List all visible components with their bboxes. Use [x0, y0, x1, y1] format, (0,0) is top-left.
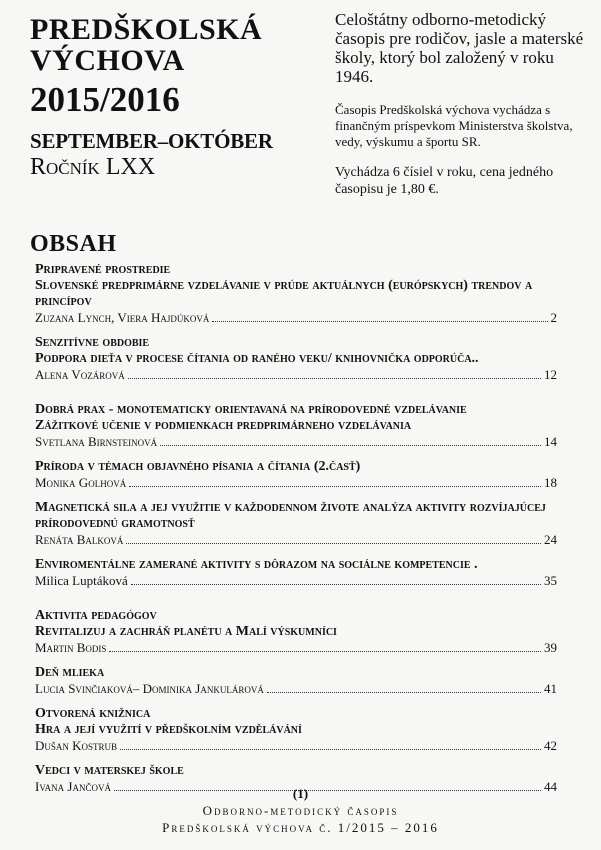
page-number: 24	[544, 532, 557, 547]
author-line	[35, 532, 557, 548]
toc-entry	[35, 402, 557, 450]
page-number: 35	[544, 573, 557, 588]
toc-entry	[35, 459, 557, 491]
article-author: Zuzana Lynch, Viera Hajdúková	[35, 310, 210, 325]
page-number: 39	[544, 640, 557, 655]
page-number: 18	[544, 475, 557, 490]
page-number: 14	[544, 434, 557, 449]
article-title: Podpora dieťa v procese čítania od raného veku/ knihovnička odporúča..	[35, 351, 479, 366]
toc-entry	[35, 608, 557, 656]
section-title: Aktivita pedagógov	[35, 608, 157, 623]
contents-heading: OBSAH	[30, 231, 117, 257]
dot-leader	[131, 584, 541, 585]
volume-year: 2015/2016	[30, 80, 180, 119]
table-of-contents	[35, 262, 557, 804]
footer-line-2: Predškolská výchova č. 1/2015 – 2016	[162, 820, 439, 835]
dot-leader	[126, 543, 541, 544]
magazine-title-line1: PREDŠKOLSKÁ	[30, 13, 263, 46]
author-line	[35, 310, 557, 326]
author-line	[35, 681, 557, 697]
article-author: Dušan Kostrub	[35, 738, 118, 753]
article-author: Milica Luptáková	[35, 573, 128, 588]
issue-months: SEPTEMBER–OKTÓBER	[30, 129, 273, 153]
article-title: Vedci v materskej škole	[35, 763, 184, 778]
toc-entry	[35, 665, 557, 697]
toc-entry	[35, 262, 557, 326]
article-author: Svetlana Birnsteinová	[35, 434, 158, 449]
page-number: 41	[544, 681, 557, 696]
section-title: Pripravené prostredie	[35, 262, 171, 277]
page-number: 2	[550, 310, 557, 325]
section-title: Dobrá prax - monotematicky orientavaná na prírodovedné vzdelávanie	[35, 402, 467, 417]
magazine-info	[335, 10, 585, 198]
author-line	[35, 475, 557, 491]
author-line	[35, 573, 557, 589]
footer-page-number: (1)	[292, 786, 309, 801]
article-author: Martin Bodis	[35, 640, 107, 655]
article-title: Revitalizuj a zachráň planétu a Malí výskumníci	[35, 624, 337, 639]
section-title: Otvorená knižnica	[35, 706, 151, 721]
section-title: Senzitívne obdobie	[35, 335, 150, 350]
article-author: Renáta Balková	[35, 532, 124, 547]
article-title: Magnetická sila a jej využitie v každodennom živote analýza aktivity rozvíjajúcej prírodovednú gramotnosť	[35, 500, 546, 531]
page-footer	[0, 786, 601, 836]
toc-entry	[35, 500, 557, 548]
dot-leader	[212, 321, 547, 322]
dot-leader	[109, 651, 541, 652]
masthead	[30, 14, 320, 180]
dot-leader	[129, 486, 541, 487]
toc-entry	[35, 335, 557, 383]
article-title: Slovenské predprimárne vzdelávanie v prúde aktuálnych (európskych) trendov a princípov	[35, 278, 533, 309]
article-author: Alena Vozárová	[35, 367, 125, 382]
article-author: Monika Golhová	[35, 475, 127, 490]
toc-entry	[35, 557, 557, 589]
footer-line-1: Odborno-metodický časopis	[202, 803, 399, 818]
page-number: 12	[544, 367, 557, 382]
dot-leader	[160, 445, 541, 446]
article-title: Enviromentálne zamerané aktivity s dôrazom na sociálne kompetencie .	[35, 557, 478, 572]
author-line	[35, 367, 557, 383]
dot-leader	[120, 749, 541, 750]
article-author: Ivana Jančová	[35, 779, 111, 794]
author-line	[35, 434, 557, 450]
about-text: Celoštátny odborno-metodický časopis pre rodičov, jasle a materské školy, ktorý bol založený v roku 1946.	[335, 10, 584, 86]
page-number: 42	[544, 738, 557, 753]
author-line	[35, 738, 557, 754]
article-title: Hra a její využití v předškolním vzdělávání	[35, 722, 302, 737]
funding-text: Časopis Predškolská výchova vychádza s finančným príspevkom Ministerstva školstva, vedy, výskumu a športu SR.	[335, 102, 573, 149]
magazine-title-line2: VÝCHOVA	[30, 44, 185, 77]
section-title: Deň mlieka	[35, 665, 105, 680]
dot-leader	[128, 378, 541, 379]
page-number: 44	[544, 779, 557, 794]
toc-entry	[35, 706, 557, 754]
author-line	[35, 640, 557, 656]
dot-leader	[267, 692, 541, 693]
article-title: Zážitkové učenie v podmienkach predprimárneho vzdelávania	[35, 418, 412, 433]
article-author: Lucia Svinčiaková– Dominika Jankulárová	[35, 681, 264, 696]
price-text: Vychádza 6 čísiel v roku, cena jedného časopisu je 1,80 €.	[335, 165, 554, 197]
volume-number: Ročník LXX	[30, 154, 156, 180]
article-title: Príroda v témach objavného písania a čítania (2.časť)	[35, 459, 361, 474]
